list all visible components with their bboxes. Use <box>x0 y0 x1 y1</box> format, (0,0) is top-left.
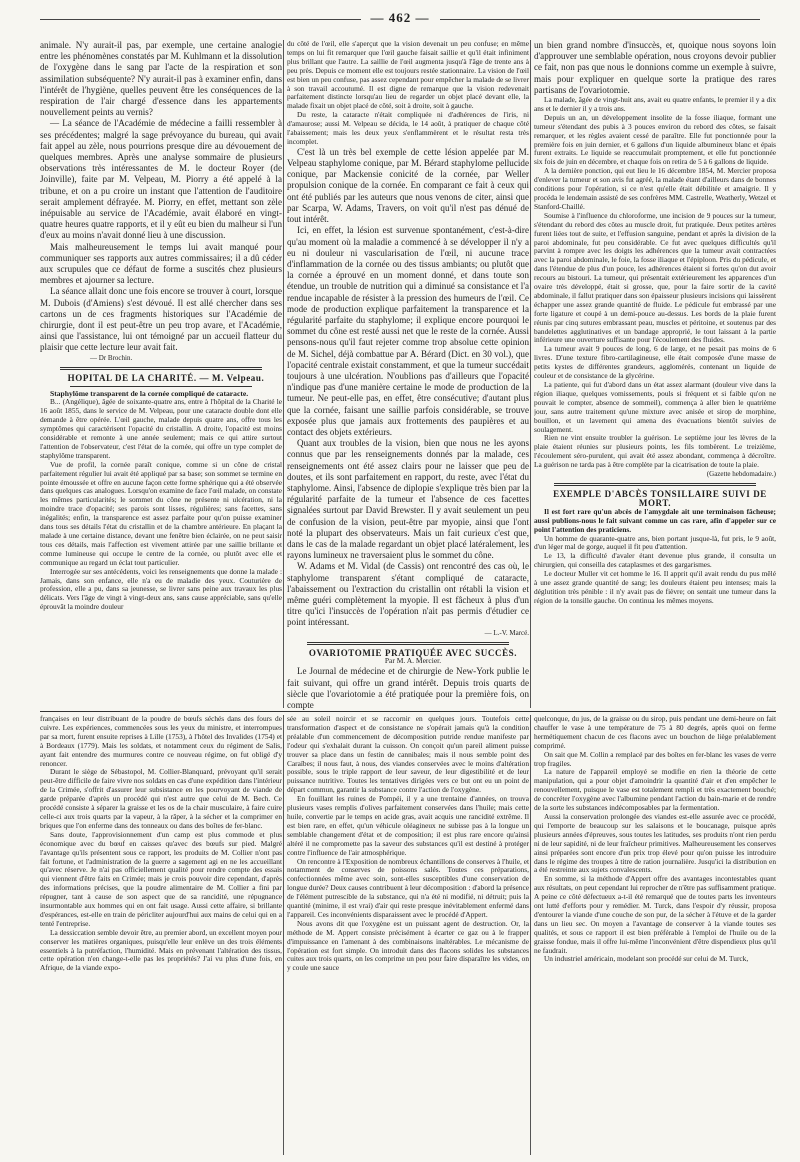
upper-column-3 <box>534 40 776 712</box>
paragraph: C'est là un très bel exemple de cette lésion appelée par M. Velpeau staphylome conique, par M. Bérard staphylome pellucide conique, par Mackensie conicité de la cornée, par Weller propulsion conique de la cornée. En comparant ce fait à ceux qui ont été publiés par les auteurs que nous venons de citer, ainsi que par Scarpa, W. Adams, Travers, on voit qu'il n'est pas dénué de tout intérêt. <box>287 146 529 225</box>
section-title: EXEMPLE D'ABCÈS TONSILLAIRE SUIVI DE MORT. <box>553 488 767 508</box>
paragraph: Mais malheureusement le temps lui avait manqué pour communiquer ses rapports aux autres commissaires; il a dû céder aux scrupules que ce défaut de forme a suscités chez plusieurs membres et ajourner sa lecture. <box>40 241 282 286</box>
paragraph: La dessiccation semble devoir être, au premier abord, un excellent moyen pour conserver les matières organiques, puisqu'elle leur enlève un des trois éléments essentiels à la putréfaction, l'humidité. Mais en prévenant l'altération des tissus, cette opération n'en change-t-elle pas les propriétés? J'ai vu plus d'une fois, en Afrique, de la viande expo- <box>40 927 282 973</box>
paragraph: Vue de profil, la cornée paraît conique, comme si un cône de cristal parfaitement régulier lui avait été appliqué par sa base; son sommet se termine en pointe émoussée et offre en aucune façon cette forme sphérique qui a été observée dans quelques cas analogues. Lorsqu'on examine de face l'œil malade, on constate les mêmes particularités; le sommet du cône ne présente ni ulcération, ni la moindre trace d'opacité; ses parois sont lisses, régulières; sans facettes, sans inégalités; enfin, la transparence est assez parfaite pour qu'on puisse examiner dans tous ses détails l'état du cristallin et de la chambre antérieure. En plaçant la malade à une certaine distance, devant une fenêtre bien éclairée, on ne peut saisir tous ces détails, mais l'affection est vivement attirée par une saillie brillante et comme lumineuse qui occupe le centre de la cornée, ou plutôt avec elle et communique au regard un éclat tout particulier. <box>40 459 282 567</box>
source-citation: (Gazette hebdomadaire.) <box>706 470 776 479</box>
paragraph: Le Journal de médecine et de chirurgie de New-York publie le fait suivant, qui offre un grand intérêt. Depuis trois quarts de siècle que l'ovariotomie a été pratiquée pour la première fois, on compte <box>287 666 529 710</box>
title-rule <box>70 386 252 387</box>
horizontal-divider <box>40 711 776 712</box>
paragraph: Du reste, la cataracte n'était compliquée ni d'adhérences de l'iris, ni d'amaurose; aussi M. Velpeau se décida, le 14 août, à pratiquer de chaque côté l'abaissement; mais les deux yeux s'enflammèrent et le résultat resta très incomplet. <box>287 110 529 146</box>
paragraph: La patiente, qui fut d'abord dans un état assez alarmant (douleur vive dans la région iliaque, quelques vomissements, pouls si fréquent et si faible qu'on ne pouvait le compter, absence de sommeil), commença à aller bien le quatrième jour, sans autre traitement qu'une mixture avec anisée et sirop de morphine, bouillon, et un lavement qui amena des évacuations bientôt suivies de soulagement. <box>534 380 776 434</box>
paragraph: Rien ne vint ensuite troubler la guérison. Le septième jour les lèvres de la plaie étaient réunies sur plusieurs points, les fils tombèrent. Le treizième, l'écoulement séro-purulent, qui avait été assez abondant, commença à décroître. La guérison ne tarda pas à être complète par la cicatrisation de toute la plaie. <box>534 433 776 470</box>
signature: — L.-V. Marcé. <box>484 628 529 637</box>
paragraph: Le 13, la difficulté d'avaler étant devenue plus grande, il consulta un chirurgien, qui conseilla des cataplasmes et des gargarismes. <box>534 551 776 570</box>
section-divider <box>60 367 262 370</box>
paragraph: On rencontre à l'Exposition de nombreux échantillons de conserves à l'huile, et notamment de conserves de poissons salés. Toutes ces préparations, confectionnées même avec soin, sont-elles susceptibles d'une conservation de longue durée? Deux causes contribuent à leur décomposition : d'abord la présence de l'élément putrescible de la substance, qui n'a été ni modifié, ni détruit; puis la quantité (minime, il est vrai) d'air qui reste presque inévitablement enfermé dans l'appareil. Ces inconvénients disparaissent avec le procédé d'Appert. <box>287 856 529 919</box>
paragraph: La malade, âgée de vingt-huit ans, avait eu quatre enfants, le premier il y a dix ans et le dernier il y a trois ans. <box>534 95 776 113</box>
paragraph: animale. N'y aurait-il pas, par exemple, une certaine analogie entre les phénomènes constatés par M. Kuhlmann et la dissolution de l'oxygène dans le sang par l'acte de la respiration et son assimilation subséquente? N'y aurait-il pas à examiner enfin, dans l'intérêt de l'hygiène, quelles peuvent être les conséquences de la respiration de l'air chargé d'essence dans les appartements nouvellement peints au vernis? <box>40 40 282 118</box>
paragraph: Sans doute, l'approvisionnement d'un camp est plus commode et plus économique avec du bœuf en caisses qu'avec des bœufs sur pied. Malgré l'avantage qu'ils présentent sous ce rapport, les produits de M. Collier n'ont pas fait fortune, et l'administration de la guerre a sagement agi en ne les accueillant qu'avec réserve. Je n'ai pas officiellement qualité pour rendre compte des essais qui viennent d'être faits en Crimée; mais je crois pouvoir dire cependant, d'après des informations précises, que la poudre alimentaire de M. Collier a fini par répugner, tant à cause de son aspect que de sa rancidité, une répugnance insurmontable aux hommes qui en ont fait usage. Aussi cette affaire, si brillante d'espérances, est-elle en train de péricliter aujourd'hui aux mains de celui qui en a tenté l'entreprise. <box>40 829 282 928</box>
upper-column-1 <box>40 40 282 712</box>
section-title: HOPITAL DE LA CHARITÉ. — M. Velpeau. <box>67 372 265 383</box>
column-rule <box>530 40 531 708</box>
paragraph: La tumeur avait 9 pouces de long, 6 de large, et ne pesait pas moins de 6 livres. D'une texture fibro-cartilagineuse, elle était composée d'une masse de petits kystes de différentes grandeurs, agglomérés, contenant un liquide de couleur et de consistance de la glycérine. <box>534 344 776 381</box>
paragraph: du côté de l'œil, elle s'aperçut que la vision devenait un peu confuse; en même temps on lui fit remarquer que l'œil gauche faisait saillie et qu'il était infiniment plus brillant que l'autre. La saillie de l'œil augmenta jusqu'à l'âge de trente ans à peu près. Depuis ce moment elle est toujours restée stationnaire. La vision de l'œil est bien un peu confuse, pas assez cependant pour empêcher la malade de se livrer à son travail accoutumé. Il est digne de remarque que la vision redevenait parfaitement distincte lorsqu'au lieu de regarder un objet placé devant elle, la malade fixait un objet placé de côté, soit à droite, soit à gauche. <box>287 40 529 111</box>
paragraph: La nature de l'appareil employé se modifie en rien la théorie de cette manipulation, qui a pour objet d'amoindrir la quantité d'air et d'en empêcher le renouvellement, puisque le vase est totalement rempli et très exactement bouché; de concréter l'oxygène avec l'albumine pendant l'action du bain-marie et de rendre de la sorte les substances indécomposables par la fermentation. <box>534 767 776 813</box>
paragraph: En fouillant les ruines de Pompéi, il y a une trentaine d'années, on trouva plusieurs vases remplis d'olives parfaitement conservées dans l'huile; mais cette huile, convertie par le temps en acide gras, avait acquis une rancidité extrême. Il est bien rare, en effet, qu'un véhicule oléagineux ne subisse pas à la longue un semblable changement d'état et de composition; il est plus rare encore qu'ainsi altéré il ne compromette pas la saveur des substances qu'il est destiné à protéger contre l'influence de l'air atmosphérique. <box>287 794 529 857</box>
section-divider <box>554 483 756 486</box>
paragraph: En somme, si la méthode d'Appert offre des avantages incontestables quant aux résultats, on peut cependant lui reprocher de n'être pas suffisamment pratique. A peine ce côté défectueux a-t-il été remarqué que de toutes parts les inventeurs ont lutté d'efforts pour y remédier. M. Turck, dans l'espoir d'y réussir, proposa d'entourer la viande d'une couche de son pur, de la sécher à l'étuve et de la garder dans un lieu sec. On moyen a l'avantage de conserver à la viande toutes ses qualités, et sous ce rapport il est bien préférable à l'emploi de l'huile ou de la graisse fondue, mais il offre lui-même l'inconvénient d'être dispendieux plus qu'il ne faudrait. <box>534 874 776 955</box>
paragraph: Interrogée sur ses antécédents, voici les renseignements que donne la malade : Jamais, dans son enfance, elle n'a eu de maladie des yeux. Couturière de profession, elle a pu, dans sa jeunesse, se livrer sans peine aux travaux les plus délicats. Vers l'âge de vingt à vingt-deux ans, sans cause appréciable, sans qu'elle éprouvât la moindre douleur <box>40 566 282 612</box>
upper-column-2 <box>287 40 529 712</box>
paragraph: quelconque, du jus, de la graisse ou du sirop, puis pendant une demi-heure on fait chauffer le vase à une température de 75 à 80 degrés, après quoi on ferme hermétiquement chacun de ces flacons avec un bouchon de liège préalablement comprimé. <box>534 715 776 750</box>
paragraph: Le docteur Muller vit cet homme le 16. Il apprit qu'il avait rendu du pus mêlé à une assez grande quantité de sang; les douleurs étaient peu intenses; mais la déglutition très pénible : il n'y avait pas de fièvre; on sentait une tumeur dans la région de la tonsille gauche. On continua les mêmes moyens. <box>534 569 776 605</box>
paragraph: B... (Angélique), âgée de soixante-quatre ans, entre à l'hôpital de la Charité le 16 août 1855, dans le service de M. Velpeau, pour une cataracte double dont elle demande à être opérée. L'œil gauche, malade depuis quatre ans, offre tous les symptômes qui caractérisent l'opacité du cristallin. A droite, l'opacité est moins considérable et remonte à une année seulement; mais ce qui attire surtout l'attention de l'observateur, c'est l'état de la cornée, qui offre un type complet de staphylôme transparent. <box>40 397 282 460</box>
signature: — Dr Brochin. <box>90 353 133 362</box>
lower-column-2 <box>287 715 529 1155</box>
paragraph: Un industriel américain, modelant son procédé sur celui de M. Turck, <box>544 954 749 964</box>
paragraph: — La séance de l'Académie de médecine a failli ressembler à ses précédentes; malgré la sage prévoyance du bureau, qui avait fait appel au zèle, nous pourrions presque dire au dévouement de quelques membres. Après une analyse sommaire de plusieurs observations très intéressantes de M. le docteur Royer (de Joinville), faite par M. Velpeau, M. Piorry a été appelé à la tribune, et on a pu croire un instant que l'attention de l'auditoire serait amplement défrayée. M. Piorry, en effet, mettant son zèle inépuisable au service de l'Académie, avait élaboré en vingt-quatre heures quatre rapports, et il y eût eu bien du malheur si l'un d'eux au moins n'avait donné lieu à une discussion. <box>40 118 282 241</box>
lower-column-1 <box>40 715 282 1155</box>
paragraph: françaises en leur distribuant de la poudre de bœufs séchés dans des fours de cuivre. Les expériences, commencées sous les yeux du ministre, et interrompues par sa mort, furent ensuite reprises à Lille (1753), à l'hôtel des Invalides (1754) et à Bordeaux (1779). Mais les soldats, et notamment ceux du régiment de Salis, ayant fait entendre des murmures contre ce nouveau régime, on fut obligé d'y renoncer. <box>40 715 282 768</box>
paragraph: Ici, en effet, la lésion est survenue spontanément, c'est-à-dire qu'au moment où la maladie a commencé à se développer il n'y a eu ni douleur ni vascularisation de l'œil, ni aucune trace d'inflammation de la cornée ou des tissus ambiants; ou plutôt que la cornée a éprouvé en un moment donné, et dans toute son étendue, un trouble de nutrition qui a diminué sa consistance et l'a rendue incapable de résister à la pression des humeurs de l'œil. Ce mode de production explique parfaitement la transparence et la régularité parfaite du staphylome; il explique encore pourquoi le sommet du cône est resté aussi net que le reste de la cornée. Aussi pensons-nous qu'il faut rejeter comme trop absolue cette opinion de M. Sichel, déjà combattue par A. Bérard (Dict. en 30 vol.), que l'opacité centrale existait constamment, et que la tumeur succédait toujours à une ulcération. N'oublions pas d'ailleurs que l'opacité n'indique pas d'une manière certaine le mode de production de la tumeur. Ne peut-elle pas, en effet, être consécutive; d'autant plus que la cornée, faisant une saillie parfois considérable, se trouve exposée plus que jamais aux frottements des paupières et au contact des objets extérieurs. <box>287 225 529 437</box>
paragraph: un bien grand nombre d'insuccès, et, quoique nous soyons loin d'approuver une semblable opération, nous croyons devoir publier ce fait, non pas que nous le donnions comme un exemple à suivre, mais pour expliquer en quelque sorte la pratique des rares partisans de l'ovariotomie. <box>534 40 776 95</box>
column-rule <box>530 715 531 1155</box>
paragraph: W. Adams et M. Vidal (de Cassis) ont rencontré des cas où, le staphylome transparent s'étant compliqué de cataracte, l'abaissement ou l'extraction du cristallin ont rétabli la vision et même guéri complètement la myopie. Il est fâcheux à plus d'un titre qu'ici l'insuccès de l'opération n'ait pas permis d'étudier ce point intéressant. <box>287 561 529 628</box>
article-title: Staphylôme transparent de la cornée compliqué de cataracte. <box>50 388 249 398</box>
column-rule <box>283 40 284 708</box>
paragraph: On sait que M. Collin a remplacé par des boîtes en fer-blanc les vases de verre trop fragiles. <box>534 749 776 768</box>
page-number-header <box>0 10 800 32</box>
paragraph: La séance allait donc une fois encore se trouver à court, lorsque M. Dubois (d'Amiens) s'est dévoué. Il est allé chercher dans ses cartons un de ces fragments historiques sur l'Académie de chirurgie, dont il est peut-être un peu trop avare, et l'Académie, ainsi que l'assistance, lui ont témoigné par un accueil flatteur du plaisir que cette lecture leur avait fait. <box>40 286 282 353</box>
paragraph: Nous avons dit que l'oxygène est un puissant agent de destruction. Or, la méthode de M. Appert consiste précisément à écarter ce gaz ou à le frapper d'impuissance en l'amenant à des combinaisons inaltérables. Le mécanisme de l'opération est fort simple. On introduit dans des flacons solides les substances cuites aux trois quarts, on les comprime un peu pour faire disparaître les vides, on y coule une sauce <box>287 918 529 973</box>
lower-column-3 <box>534 715 776 1155</box>
paragraph: Un homme de quarante-quatre ans, bien portant jusque-là, fut pris, le 9 août, d'un léger mal de gorge, auquel il fit peu d'attention. <box>534 533 776 552</box>
paragraph: Aussi la conservation prolongée des viandes est-elle assurée avec ce procédé, qui l'emporte de beaucoup sur les salaisons et le boucanage, puisque après plusieurs années d'épreuves, sous toutes les latitudes, ses produits n'ont rien perdu ni de leur sapidité, ni de leur fraîcheur primitives. Malheureusement les conserves ainsi préparées sont encore d'un prix trop élevé pour qu'on puisse les introduire dans le régime des troupes à titre de ration journalière. Jusqu'ici la distribution en a été restreinte aux sujets convalescents. <box>534 811 776 875</box>
page-number: — 462 — <box>361 10 440 25</box>
byline: Par M. A. Mercier. <box>384 656 442 666</box>
section-divider <box>307 642 509 645</box>
section-title: OVARIOTOMIE PRATIQUÉE AVEC SUCCÈS. <box>308 647 518 658</box>
paragraph: Quant aux troubles de la vision, bien que nous ne les ayons connus que par les renseignements donnés par la malade, ces renseignements ont été assez clairs pour ne laisser que peu de doutes, et ils sont parfaitement en rapport, du reste, avec l'état du staphylome. Ainsi, l'absence de diplopie s'explique très bien par la régularité parfaite de la tumeur et l'absence de ces facettes signalées surtout par David Brewster. Il y avait seulement un peu de confusion de la vision, peut-être par myopie, ainsi que l'ont noté la plupart des observateurs. Mais un fait curieux c'est que, dans le cas de la malade regardant un objet placé latéralement, les rayons lumineux ne traversaient plus le sommet du cône. <box>287 438 529 561</box>
paragraph: sée au soleil noircir et se raccornir en quelques jours. Toutefois cette transformation d'aspect et de consistance ne s'opérait jamais qu'à la condition préalable d'un commencement de décomposition putride rendue manifeste par l'odeur qui s'exhalait durant la cuisson. On conçoit qu'un pareil aliment puisse trouver sa place dans un festin de cannibales; mais il nous semble point des Caraïbes; il nous faut, à nous, des viandes conservées avec le moins d'altération possible, sous le triple rapport de leur saveur, de leur digestibilité et de leur puissance nutritive. Toutes les tentatives dirigées vers ce but ont eu un point de départ commun, garantir la substance contre l'action de l'oxygène. <box>287 715 529 795</box>
paragraph: Soumise à l'influence du chloroforme, une incision de 9 pouces sur la tumeur, s'étendant du rebord des côtes au muscle droit, fut pratiquée. Deux petites artères furent liées tout de suite, et l'effusion sanguine, pendant et après la division de la paroi abdominale, fut peu considérable. Ce fut avec quelques difficultés qu'il parvint à rompre avec les doigts les adhérences que la tumeur avait contractées avec la paroi abdominale, le foie, la fosse iliaque et l'épiploon. Pris du pédicule, et dans l'étendue de plus d'un pouce, les adhérences étaient si fortes qu'on dut avoir recours au bistouri. La tumeur, qui présentait extérieurement les apparences d'un ovaire très développé, était si grosse, que, pour la faire sortir de la cavité abdominale, il fallut pratiquer dans son épaisseur plusieurs incisions qui laissèrent échapper une assez grande quantité de fluide. Le pédicule fut embrassé par une forte ligature et coupé à un demi-pouce au-dessus. Les bords de la plaie furent réunis par cinq sutures embrassant peau, muscles et péritoine, et soutenus par des bandelettes agglutinatives et un bandage approprié, le tout laissant à la partie inférieure une ouverture suffisante pour l'écoulement des fluides. <box>534 210 776 345</box>
paragraph: A la dernière ponction, qui eut lieu le 16 décembre 1854, M. Mercier proposa d'enlever la tumeur et son avis fut agréé, la malade étant d'ailleurs dans de bonnes conditions pour l'opération, si ce n'est qu'elle était débilitée et amaigrie. Il y procéda le lendemain assisté de ses confrères MM. Castrelle, Weatherly, Wetzel et Stanford-Chaillé. <box>534 166 776 211</box>
paragraph: Depuis un an, un développement insolite de la fosse iliaque, formant une tumeur s'étendant des pubis à 3 pouces environ du rebord des côtes, se faisait remarquer, et les règles avaient cessé de paraître. Elle fut ponctionnée pour la première fois en juin dernier, et 6 gallons d'un liquide albumineux blanc et épais furent extraits. Le liquide se reaccumulait promptement, et elle fut ponctionnée six fois de juin en décembre, et chaque fois on retira de 5 à 6 gallons de liquide. <box>534 112 776 167</box>
paragraph: Durant le siège de Sébastopol, M. Collier-Blanquard, prévoyant qu'il serait peut-être difficile de faire vivre nos soldats en cas d'une expédition dans l'intérieur de la Crimée, s'offrit d'assurer leur subsistance en les pourvoyant de viande de garde préparée d'après un procédé qui n'est autre que celui de M. Bech. Ce procédé consiste à séparer la graisse et les os de la chair musculaire, à faire cuire celle-ci aux trois quarts par la vapeur, à la râper, à la sécher et la comprimer en briques que l'on enferme dans des tonneaux ou dans des boîtes de fer-blanc. <box>40 767 282 830</box>
column-rule <box>283 715 284 1155</box>
lead-paragraph: Il est fort rare qu'un abcès de l'amygdale ait une terminaison fâcheuse; aussi publions-nous le fait suivant comme un cas rare, afin d'appeler sur ce point l'attention des praticiens. <box>534 506 776 534</box>
